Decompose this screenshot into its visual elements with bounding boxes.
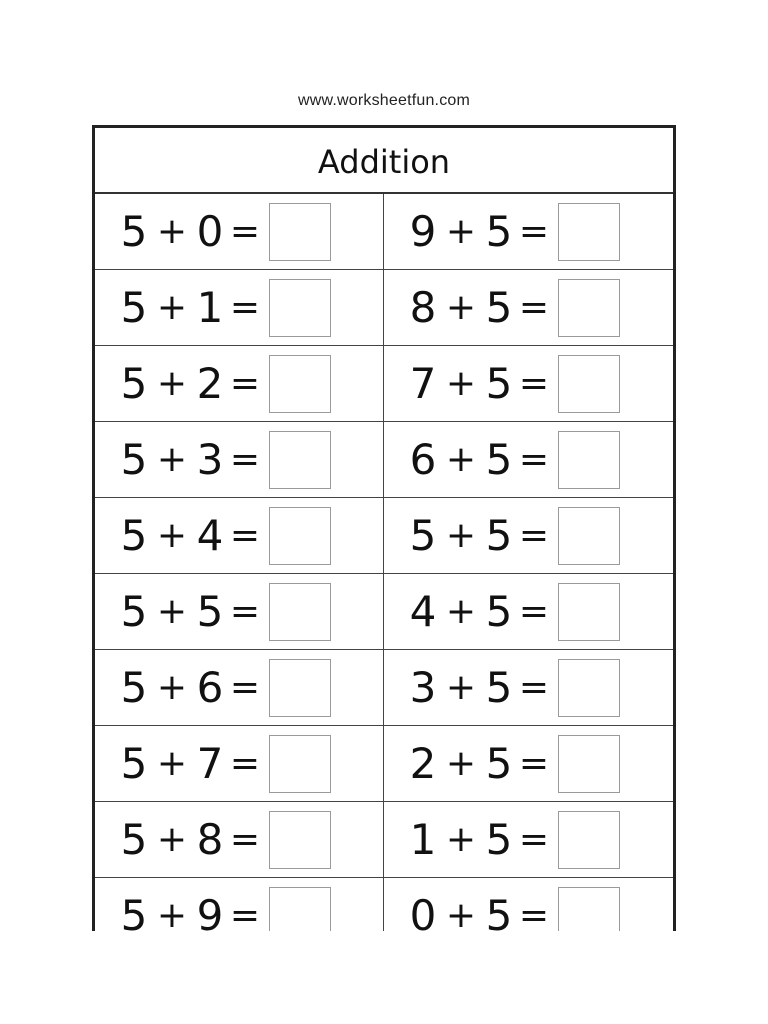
plus-sign: + (445, 210, 477, 252)
problem-cell-left (95, 346, 384, 421)
equals-sign: = (229, 894, 261, 931)
second-addend: 7 (196, 738, 224, 788)
equation (408, 586, 554, 636)
second-addend: 5 (485, 662, 513, 712)
equation (408, 358, 554, 408)
equals-sign: = (229, 590, 261, 632)
problem-cell-left (95, 802, 384, 877)
second-addend: 8 (196, 814, 224, 864)
problem-row (95, 574, 673, 650)
first-addend: 5 (120, 814, 148, 864)
plus-sign: + (156, 818, 188, 860)
worksheet (92, 125, 676, 931)
problem-row (95, 346, 673, 422)
equation (119, 510, 265, 560)
answer-box[interactable] (269, 659, 331, 717)
title-row (95, 128, 673, 194)
second-addend: 5 (485, 510, 513, 560)
problem-cell-right (384, 194, 673, 269)
plus-sign: + (156, 210, 188, 252)
problem-row (95, 802, 673, 878)
second-addend: 3 (196, 434, 224, 484)
answer-box[interactable] (558, 583, 620, 641)
problem-cell-right (384, 498, 673, 573)
answer-box[interactable] (269, 507, 331, 565)
second-addend: 5 (485, 434, 513, 484)
second-addend: 9 (196, 890, 224, 931)
second-addend: 4 (196, 510, 224, 560)
equation (408, 814, 554, 864)
second-addend: 6 (196, 662, 224, 712)
equation (119, 738, 265, 788)
problem-cell-right (384, 346, 673, 421)
problem-cell-left (95, 878, 384, 931)
first-addend: 9 (409, 206, 437, 256)
problem-cell-left (95, 498, 384, 573)
plus-sign: + (445, 438, 477, 480)
worksheet-title: Addition (317, 143, 451, 181)
equation (119, 358, 265, 408)
equation (119, 662, 265, 712)
answer-box[interactable] (558, 355, 620, 413)
problem-row (95, 498, 673, 574)
equals-sign: = (518, 514, 550, 556)
problem-row (95, 650, 673, 726)
equals-sign: = (518, 590, 550, 632)
first-addend: 5 (120, 662, 148, 712)
equation (408, 662, 554, 712)
second-addend: 5 (485, 890, 513, 931)
plus-sign: + (156, 590, 188, 632)
answer-box[interactable] (269, 279, 331, 337)
equation (119, 282, 265, 332)
equals-sign: = (229, 742, 261, 784)
plus-sign: + (156, 286, 188, 328)
equation (119, 434, 265, 484)
second-addend: 5 (485, 206, 513, 256)
first-addend: 5 (409, 510, 437, 560)
first-addend: 7 (409, 358, 437, 408)
equals-sign: = (229, 286, 261, 328)
equals-sign: = (518, 742, 550, 784)
problem-rows (95, 194, 673, 931)
equals-sign: = (518, 894, 550, 931)
problem-row (95, 422, 673, 498)
equation (408, 890, 554, 932)
plus-sign: + (156, 438, 188, 480)
second-addend: 5 (196, 586, 224, 636)
answer-box[interactable] (558, 507, 620, 565)
problem-cell-right (384, 422, 673, 497)
equals-sign: = (229, 438, 261, 480)
plus-sign: + (156, 666, 188, 708)
problem-cell-right (384, 802, 673, 877)
plus-sign: + (445, 894, 477, 931)
problem-cell-right (384, 270, 673, 345)
problem-row (95, 726, 673, 802)
problem-cell-left (95, 422, 384, 497)
equation (408, 206, 554, 256)
equals-sign: = (518, 666, 550, 708)
equation (408, 282, 554, 332)
plus-sign: + (445, 666, 477, 708)
problem-cell-left (95, 574, 384, 649)
problem-cell-left (95, 194, 384, 269)
first-addend: 2 (409, 738, 437, 788)
answer-box[interactable] (558, 279, 620, 337)
first-addend: 6 (409, 434, 437, 484)
first-addend: 8 (409, 282, 437, 332)
answer-box[interactable] (269, 735, 331, 793)
equation (408, 738, 554, 788)
answer-box[interactable] (558, 431, 620, 489)
second-addend: 5 (485, 814, 513, 864)
first-addend: 5 (120, 890, 148, 931)
first-addend: 5 (120, 282, 148, 332)
equals-sign: = (229, 210, 261, 252)
equals-sign: = (229, 362, 261, 404)
equals-sign: = (518, 818, 550, 860)
second-addend: 5 (485, 586, 513, 636)
plus-sign: + (445, 818, 477, 860)
problem-cell-right (384, 650, 673, 725)
first-addend: 0 (409, 890, 437, 931)
equation (119, 206, 265, 256)
equals-sign: = (518, 438, 550, 480)
equation (408, 510, 554, 560)
plus-sign: + (445, 286, 477, 328)
answer-box[interactable] (558, 811, 620, 869)
first-addend: 3 (409, 662, 437, 712)
answer-box[interactable] (558, 735, 620, 793)
problem-cell-left (95, 270, 384, 345)
answer-box[interactable] (269, 203, 331, 261)
answer-box[interactable] (269, 811, 331, 869)
second-addend: 5 (485, 738, 513, 788)
second-addend: 1 (196, 282, 224, 332)
problem-cell-left (95, 650, 384, 725)
first-addend: 1 (409, 814, 437, 864)
second-addend: 5 (485, 282, 513, 332)
plus-sign: + (445, 514, 477, 556)
answer-box[interactable] (269, 355, 331, 413)
second-addend: 2 (196, 358, 224, 408)
plus-sign: + (156, 894, 188, 931)
problem-row (95, 270, 673, 346)
answer-box[interactable] (558, 659, 620, 717)
problem-row (95, 194, 673, 270)
second-addend: 5 (485, 358, 513, 408)
plus-sign: + (156, 514, 188, 556)
answer-box[interactable] (558, 887, 620, 932)
first-addend: 5 (120, 358, 148, 408)
equation (408, 434, 554, 484)
answer-box[interactable] (269, 887, 331, 932)
first-addend: 5 (120, 586, 148, 636)
equals-sign: = (229, 818, 261, 860)
plus-sign: + (445, 742, 477, 784)
equation (119, 814, 265, 864)
first-addend: 5 (120, 738, 148, 788)
site-url: www.worksheetfun.com (297, 92, 471, 109)
first-addend: 5 (120, 206, 148, 256)
answer-box[interactable] (269, 583, 331, 641)
plus-sign: + (156, 362, 188, 404)
equals-sign: = (518, 362, 550, 404)
equation (119, 586, 265, 636)
plus-sign: + (445, 362, 477, 404)
plus-sign: + (156, 742, 188, 784)
equals-sign: = (229, 666, 261, 708)
first-addend: 5 (120, 434, 148, 484)
problem-cell-left (95, 726, 384, 801)
second-addend: 0 (196, 206, 224, 256)
equals-sign: = (518, 286, 550, 328)
equation (119, 890, 265, 932)
answer-box[interactable] (269, 431, 331, 489)
problem-cell-right (384, 726, 673, 801)
first-addend: 4 (409, 586, 437, 636)
problem-row (95, 878, 673, 931)
plus-sign: + (445, 590, 477, 632)
problem-cell-right (384, 878, 673, 931)
equals-sign: = (518, 210, 550, 252)
first-addend: 5 (120, 510, 148, 560)
equals-sign: = (229, 514, 261, 556)
answer-box[interactable] (558, 203, 620, 261)
problem-cell-right (384, 574, 673, 649)
